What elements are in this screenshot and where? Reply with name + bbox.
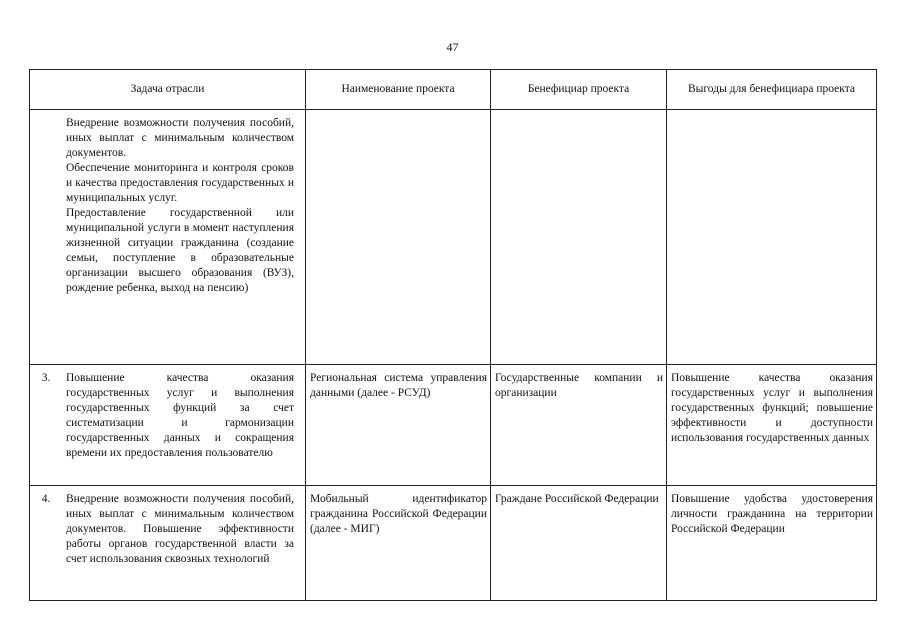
row-number: 4. — [41, 493, 51, 505]
header-task: Задача отрасли — [30, 70, 306, 110]
project-cell — [306, 110, 491, 365]
task-cell — [30, 486, 306, 601]
project-cell — [306, 365, 491, 486]
page-number: 47 — [446, 40, 459, 54]
benefits-cell — [667, 110, 877, 365]
beneficiary-text: Государственные компании и организации — [495, 372, 663, 399]
task-paragraph: Повышение качества оказания государственных услуг и выполнения государственных функций за счет систематизации и гармонизации государственных данных и сокращения времени их предоставления пользователю — [66, 372, 294, 459]
task-text — [62, 110, 296, 300]
task-paragraph: Обеспечение мониторинга и контроля сроков и качества предоставления государственных и муниципальных услуг. — [66, 162, 294, 204]
task-paragraph: Внедрение возможности получения пособий, иных выплат с минимальным количеством документов. Повышение эффективности работы органов государственной власти за счет использования сквозных технологий — [66, 493, 294, 565]
document-table — [29, 69, 877, 601]
project-cell — [306, 486, 491, 601]
beneficiary-text — [491, 110, 666, 120]
beneficiary-cell — [491, 486, 667, 601]
beneficiary-text: Граждане Российской Федерации — [495, 493, 659, 505]
project-text — [306, 110, 490, 120]
row-number — [30, 110, 62, 116]
header-beneficiary: Бенефициар проекта — [491, 70, 667, 110]
benefits-text: Повышение удобства удостоверения личности гражданина на территории Российской Федерации — [671, 493, 873, 535]
task-text — [62, 365, 296, 465]
benefits-text: Повышение качества оказания государственных услуг и выполнения государственных функций; повышение эффективности и доступности использования государственных данных — [671, 372, 873, 444]
table-row — [30, 110, 877, 365]
project-text: Региональная система управления данными (далее - РСУД) — [310, 372, 487, 399]
header-benefits: Выгоды для бенефициара проекта — [667, 70, 877, 110]
task-paragraph: Предоставление государственной или муниципальной услуги в момент наступления жизненной ситуации гражданина (создание семьи, поступление в образовательные организации высшего образования (ВУЗ), рождение ребенка, выход на пенсию) — [66, 207, 294, 294]
table-header-row — [30, 70, 877, 110]
benefits-cell — [667, 365, 877, 486]
task-text — [62, 486, 296, 571]
project-text: Мобильный идентификатор гражданина Российской Федерации (далее - МИГ) — [310, 493, 487, 535]
task-cell — [30, 365, 306, 486]
benefits-text — [667, 110, 876, 120]
benefits-cell — [667, 486, 877, 601]
header-project: Наименование проекта — [306, 70, 491, 110]
beneficiary-cell — [491, 365, 667, 486]
row-number: 3. — [41, 372, 51, 384]
beneficiary-cell — [491, 110, 667, 365]
table-row — [30, 486, 877, 601]
task-paragraph: Внедрение возможности получения пособий, иных выплат с минимальным количеством документов. — [66, 117, 294, 159]
task-cell — [30, 110, 306, 365]
table-row — [30, 365, 877, 486]
